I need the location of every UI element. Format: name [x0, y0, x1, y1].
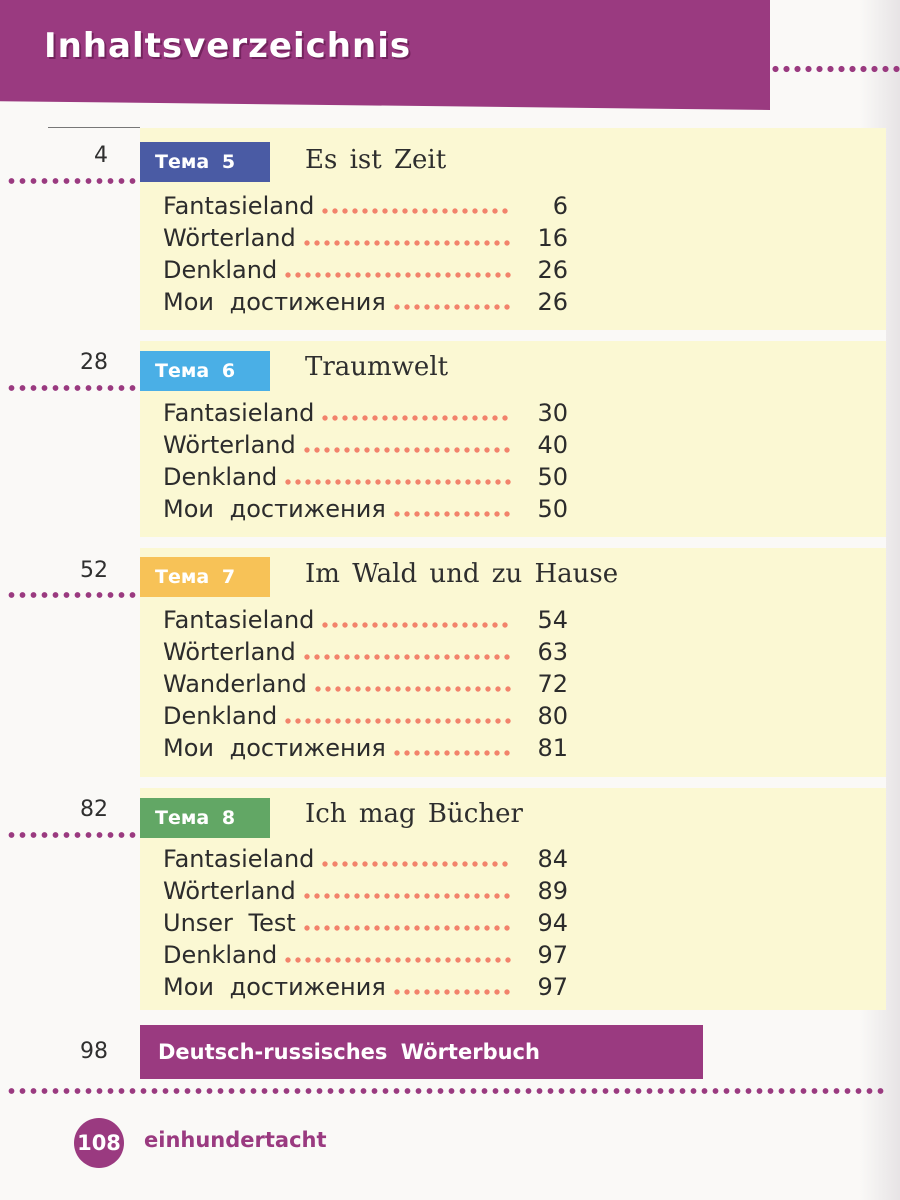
toc-entry-label: Wörterland — [163, 877, 296, 905]
dot-leader — [302, 924, 512, 932]
toc-entry-page: 26 — [537, 256, 568, 284]
toc-entry-label: Fantasieland — [163, 399, 315, 427]
dot-leader — [392, 749, 512, 757]
toc-entry-label: Denkland — [163, 941, 278, 969]
toc-entry-page: 80 — [537, 702, 568, 730]
toc-entry[interactable] — [163, 971, 568, 1003]
toc-entry-page: 97 — [537, 941, 568, 969]
toc-entry-label: Fantasieland — [163, 845, 315, 873]
theme-badge[interactable]: Тема 8 — [140, 798, 270, 838]
section-start-page[interactable]: 82 — [80, 797, 108, 822]
toc-entry-label: Мои достижения — [163, 495, 386, 523]
toc-entry-page: 63 — [537, 638, 568, 666]
dot-leader — [283, 478, 512, 486]
toc-entry-label: Мои достижения — [163, 734, 386, 762]
toc-entry[interactable] — [163, 222, 568, 254]
toc-entry[interactable] — [163, 636, 568, 668]
toc-entry[interactable] — [163, 604, 568, 636]
toc-entry-page: 94 — [537, 909, 568, 937]
dot-leader — [320, 621, 512, 629]
toc-entry-page: 54 — [537, 606, 568, 634]
theme-title[interactable]: Ich mag Bücher — [305, 799, 523, 829]
toc-entry[interactable] — [163, 875, 568, 907]
toc-entry[interactable] — [163, 843, 568, 875]
toc-entry[interactable] — [163, 732, 568, 764]
toc-entry-label: Fantasieland — [163, 606, 315, 634]
dot-leader — [283, 271, 512, 279]
section-divider — [140, 777, 886, 788]
section-dot-row — [6, 830, 140, 840]
toc-entry-label: Denkland — [163, 702, 278, 730]
toc-entry-page: 6 — [552, 192, 568, 220]
dot-leader — [392, 988, 512, 996]
toc-entry-page: 81 — [537, 734, 568, 762]
footer-dot-row — [6, 1086, 886, 1096]
toc-entry[interactable] — [163, 907, 568, 939]
dot-leader — [392, 303, 512, 311]
toc-entry-label: Мои достижения — [163, 288, 386, 316]
toc-entry-label: Wörterland — [163, 224, 296, 252]
toc-entry-page: 30 — [537, 399, 568, 427]
toc-entry-label: Wanderland — [163, 670, 307, 698]
toc-entry-label: Fantasieland — [163, 192, 315, 220]
toc-entry-label: Denkland — [163, 256, 278, 284]
dot-leader — [320, 414, 512, 422]
section-dot-row — [6, 176, 140, 186]
toc-entry-page: 16 — [537, 224, 568, 252]
theme-title[interactable]: Es ist Zeit — [305, 145, 447, 175]
section-divider — [140, 537, 886, 548]
dot-leader — [320, 207, 512, 215]
toc-entry[interactable] — [163, 700, 568, 732]
toc-entry-page: 89 — [537, 877, 568, 905]
theme-badge[interactable]: Тема 5 — [140, 142, 270, 182]
toc-entry[interactable] — [163, 939, 568, 971]
top-rule — [48, 127, 140, 128]
toc-entry-page: 84 — [537, 845, 568, 873]
dot-leader — [313, 685, 512, 693]
header-dot-row — [770, 64, 900, 74]
toc-entry-page: 26 — [537, 288, 568, 316]
toc-entry[interactable] — [163, 493, 568, 525]
toc-entry-page: 50 — [537, 463, 568, 491]
page-number-word: einhundertacht — [144, 1128, 327, 1152]
dot-leader — [320, 860, 512, 868]
dictionary-badge[interactable]: Deutsch-russisches Wörterbuch — [140, 1025, 703, 1079]
toc-entry-page: 97 — [537, 973, 568, 1001]
toc-entry-label: Unser Test — [163, 909, 296, 937]
dot-leader — [302, 446, 512, 454]
section-dot-row — [6, 383, 140, 393]
dot-leader — [283, 717, 512, 725]
toc-entry-label: Wörterland — [163, 638, 296, 666]
toc-entry[interactable] — [163, 461, 568, 493]
toc-entry-page: 50 — [537, 495, 568, 523]
section-start-page[interactable]: 28 — [80, 350, 108, 375]
page-title: Inhaltsverzeichnis — [44, 26, 412, 66]
section-start-page[interactable]: 52 — [80, 558, 108, 583]
toc-entry[interactable] — [163, 397, 568, 429]
dot-leader — [302, 892, 512, 900]
toc-entry[interactable] — [163, 254, 568, 286]
dot-leader — [283, 956, 512, 964]
toc-entry[interactable] — [163, 668, 568, 700]
toc-entry-page: 72 — [537, 670, 568, 698]
toc-entry-label: Denkland — [163, 463, 278, 491]
toc-entry-page: 40 — [537, 431, 568, 459]
section-start-page[interactable]: 4 — [94, 143, 108, 168]
dictionary-start-page[interactable]: 98 — [80, 1039, 108, 1064]
theme-badge[interactable]: Тема 7 — [140, 557, 270, 597]
toc-entry[interactable] — [163, 190, 568, 222]
theme-title[interactable]: Traumwelt — [305, 352, 449, 382]
dot-leader — [302, 653, 512, 661]
theme-badge[interactable]: Тема 6 — [140, 351, 270, 391]
page-number-badge: 108 — [74, 1118, 124, 1168]
dot-leader — [392, 510, 512, 518]
toc-entry-label: Wörterland — [163, 431, 296, 459]
toc-entry[interactable] — [163, 429, 568, 461]
section-divider — [140, 330, 886, 341]
dot-leader — [302, 239, 512, 247]
toc-entry-label: Мои достижения — [163, 973, 386, 1001]
theme-title[interactable]: Im Wald und zu Hause — [305, 559, 619, 589]
section-dot-row — [6, 590, 140, 600]
toc-entry[interactable] — [163, 286, 568, 318]
